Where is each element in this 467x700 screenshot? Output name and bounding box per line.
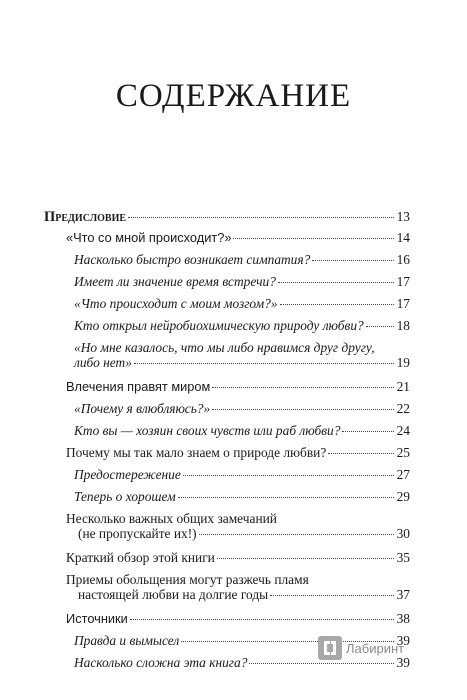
toc-entry-page: 13 [396,209,410,224]
watermark [318,636,404,660]
toc-entry-label-line2: либо нет» [74,355,132,370]
toc-entry[interactable] [44,274,410,296]
toc-entry-page: 18 [396,318,410,333]
toc-entry-page: 35 [396,550,410,565]
page-title: СОДЕРЖАНИЕ [115,78,352,114]
leader-dots [199,533,394,535]
leader-dots [278,281,394,283]
leader-dots [366,325,394,327]
toc-entry-page: 39 [396,633,410,648]
toc-entry-label-line2: настоящей любви на долгие годы [78,587,269,602]
watermark-text: Лабиринт [346,640,405,656]
toc-entry-page: 37 [396,587,410,602]
toc-entry-page: 21 [396,379,410,394]
toc-entry-label: Теперь о хорошем [74,489,176,504]
toc-entry-page: 19 [396,355,410,370]
toc-entry-label: «Что происходит с моим мозгом?» [74,296,278,311]
toc-entry[interactable] [44,445,410,467]
toc-entry-label-line1: Несколько важных общих замечаний [66,511,277,526]
toc-entry-label: Источники [66,611,128,626]
toc-entry-page: 22 [396,401,410,416]
toc-entry-page: 30 [396,526,410,541]
toc-entry[interactable] [44,230,410,252]
toc-entry-label-line1: Приемы обольщения могут разжечь пламя [66,572,309,587]
toc-entry-page: 24 [396,423,410,438]
leader-dots [212,408,394,410]
toc-entry-page: 17 [396,274,410,289]
leader-dots [342,430,394,432]
toc-entry-label: Краткий обзор этой книги [66,550,215,565]
toc-entry-label: Правда и вымысел [74,633,180,648]
toc-entry-label: Имеет ли значение время встречи? [74,274,276,289]
toc-entry[interactable] [44,401,410,423]
toc-entry-page: 16 [396,252,410,267]
toc-entry[interactable] [44,340,410,379]
leader-dots [280,303,394,305]
toc-entry[interactable] [44,379,410,401]
leader-dots [134,362,394,364]
toc-entry-label: «Что со мной происходит?» [66,230,232,245]
toc-entry[interactable] [44,252,410,274]
toc-entry[interactable] [44,550,410,572]
labirint-logo-icon [318,636,342,660]
leader-dots [217,557,394,559]
toc-entry[interactable] [44,572,410,611]
leader-dots [328,452,394,454]
toc-entry-preface[interactable] [44,209,410,230]
toc-entry-label: Насколько сложна эта книга? [74,655,248,670]
toc-entry-label: «Почему я влюбляюсь?» [74,401,211,416]
toc-entry-page: 17 [396,296,410,311]
leader-dots [233,237,394,239]
toc-entry[interactable] [44,611,410,633]
leader-dots [312,259,394,261]
toc-entry-page: 27 [396,467,410,482]
toc-entry-label: Кто вы — хозяин своих чувств или раб любви? [74,423,341,438]
leader-dots [270,594,394,596]
toc-entry[interactable] [44,511,410,550]
toc-entry-label-line2: (не пропускайте их!) [78,526,197,541]
leader-dots [128,216,394,218]
toc-entry[interactable] [44,467,410,489]
toc-entry-label: Предисловие [44,209,127,225]
toc-entry-page: 25 [396,445,410,460]
leader-dots [130,618,394,620]
toc-entry-label: Кто открыл нейробиохимическую природу любви? [74,318,364,333]
table-of-contents [44,209,410,677]
toc-entry-page: 29 [396,489,410,504]
toc-entry[interactable] [44,296,410,318]
toc-entry-page: 38 [396,611,410,626]
leader-dots [212,386,394,388]
toc-entry-label-line1: «Но мне казалось, что мы либо нравимся друг другу, [74,340,375,355]
toc-entry-label: Насколько быстро возникает симпатия? [74,252,311,267]
toc-entry[interactable] [44,423,410,445]
toc-entry-label: Почему мы так мало знаем о природе любви? [66,445,327,460]
toc-entry-page: 39 [396,655,410,670]
toc-entry[interactable] [44,318,410,340]
leader-dots [249,662,394,664]
leader-dots [183,474,394,476]
toc-entry-label: Влечения правят миром [66,379,211,394]
leader-dots [178,496,394,498]
toc-entry-label: Предостережение [74,467,181,482]
toc-entry[interactable] [44,489,410,511]
toc-entry-page: 14 [396,230,410,245]
